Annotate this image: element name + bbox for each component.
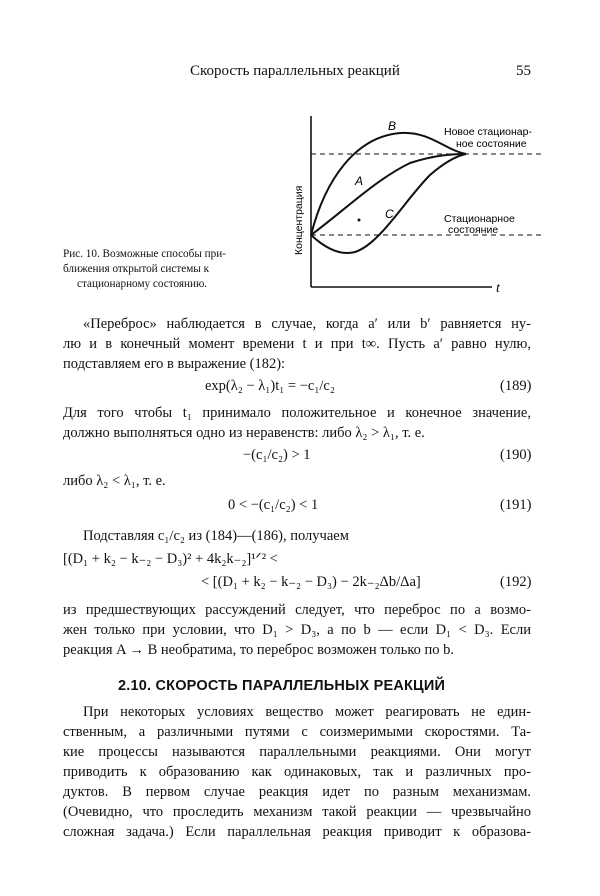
- text-line: ственным, а различными путями с соизмеримыми скоростями. Та-: [63, 724, 531, 740]
- x-axis-label: t: [496, 281, 500, 296]
- equation-192-line1: [(D₁ + k₂ − k₋₂ − D₃)² + 4k₂k₋₂]¹ᐟ² <: [63, 551, 278, 567]
- text-line: При некоторых условиях вещество может реагировать не един-: [83, 704, 531, 720]
- y-axis-label: Концентрация: [293, 185, 305, 255]
- curve-c: [311, 154, 466, 253]
- caption-line: Рис. 10. Возможные способы при-: [63, 248, 226, 260]
- equation-189: exp(λ₂ − λ₁)t₁ = −c₁/c₂: [205, 378, 335, 394]
- caption-line: стационарному состоянию.: [77, 278, 208, 290]
- new-state-label-1: Новое стационар-: [444, 126, 532, 138]
- state-label-2: состояние: [448, 224, 499, 236]
- text-line: сложная задача.) Если параллельная реакция приводит к образова-: [63, 824, 531, 840]
- page-number: 55: [516, 63, 531, 79]
- text-line: дуктов. В первом случае реакция идет по разным механизмам.: [63, 784, 531, 800]
- equation-191: 0 < −(c₁/c₂) < 1: [228, 497, 319, 513]
- text-substituting: [63, 526, 531, 546]
- equation-190: −(c₁/c₂) > 1: [243, 447, 311, 463]
- text-line: «Переброс» наблюдается в случае, когда a′ или b′ равняется ну-: [83, 316, 531, 332]
- equation-192-line2: < [(D₁ + k₂ − k₋₂ − D₃) − 2k₋₂Δb/Δa]: [201, 574, 421, 590]
- equation-number: (191): [500, 497, 532, 513]
- text-line: Для того чтобы t₁ принимало положительное и конечное значение,: [63, 405, 531, 421]
- text-line: либо λ₂ < λ₁, т. е.: [63, 473, 166, 489]
- text-line: (Очевидно, что проследить механизм такой реакции — чрезвычайно: [63, 804, 531, 820]
- state-label-1: Стационарное: [444, 213, 515, 225]
- text-line: из предшествующих рассуждений следует, что переброс по a возмо-: [63, 602, 531, 618]
- text-line: должно выполняться одно из неравенств: либо λ₂ > λ₁, т. е.: [63, 425, 425, 441]
- section-title: 2.10. СКОРОСТЬ ПАРАЛЛЕЛЬНЫХ РЕАКЦИЙ: [118, 678, 446, 694]
- text-line: жен только при условии, что D₁ > D₃, а по b — если D₁ < D₃. Если: [63, 622, 531, 638]
- text-line: лю и в конечный момент времени t и при t∞. Пусть a′ равно нулю,: [63, 336, 531, 352]
- paragraph-conclusion: [63, 600, 531, 660]
- paragraph-conditions: [63, 403, 531, 443]
- paragraph-overshoot: [63, 314, 531, 374]
- label-c: C: [385, 207, 394, 221]
- equation-number: (190): [500, 447, 532, 463]
- caption-line: ближения открытой системы к: [63, 263, 210, 275]
- equation-number: (189): [500, 378, 532, 394]
- equation-number: (192): [500, 574, 532, 590]
- header-title: Скорость параллельных реакций: [190, 63, 400, 79]
- text-line: кие процессы называются параллельными реакциями. Они могут: [63, 744, 531, 760]
- label-b: B: [388, 119, 397, 133]
- new-state-label-2: ное состояние: [456, 138, 527, 150]
- concentration-figure: [280, 100, 580, 300]
- text-either: [63, 471, 531, 491]
- point-marker: [358, 219, 361, 222]
- paragraph-parallel: [63, 702, 531, 842]
- figure-caption: [63, 247, 273, 292]
- text-line: реакция A → B необратима, то переброс возможен только по b.: [63, 642, 455, 658]
- text-line: Подставляя c₁/c₂ из (184)—(186), получаем: [83, 528, 349, 544]
- text-line: подставляем его в выражение (182):: [63, 356, 286, 372]
- label-a: A: [355, 174, 364, 188]
- text-line: приводить к образованию как одинаковых, так и различных про-: [63, 764, 531, 780]
